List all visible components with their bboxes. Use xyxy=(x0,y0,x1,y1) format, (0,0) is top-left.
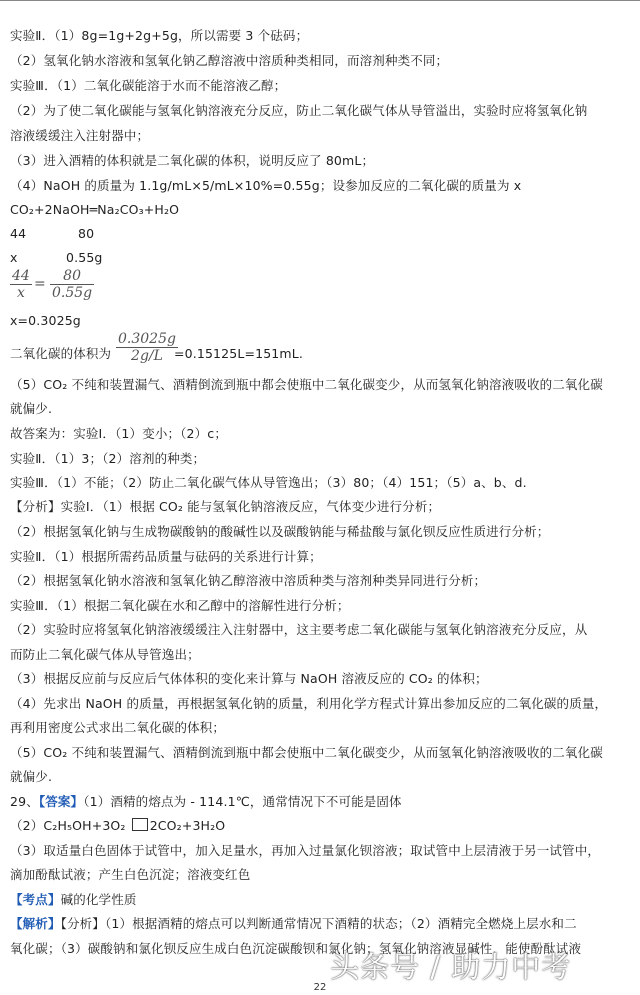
text-line: 二氧化碳的体积为 xyxy=(10,346,112,361)
text-span: 碱的化学性质 xyxy=(60,892,137,907)
text-line: 滴加酚酞试液；产生白色沉淀；溶液变红色 xyxy=(10,867,251,882)
combustion-equation xyxy=(10,818,225,834)
ratio-label: 0.55g xyxy=(66,250,103,265)
text-line: 实验Ⅱ．（1）8g=1g+2g+5g，所以需要 3 个砝码； xyxy=(10,28,309,43)
text-span: 2CO₂+3H₂O xyxy=(149,818,226,833)
text-line: 就偏少. xyxy=(10,401,53,416)
text-line: =0.15125L=151mL. xyxy=(174,346,303,361)
chemical-equation: CO₂+2NaOH═Na₂CO₃+H₂O xyxy=(10,202,180,217)
knowledge-point-tag: 【考点】 xyxy=(10,892,61,907)
text-span: （2）C₂H₅OH+3O₂ xyxy=(10,818,130,833)
text-line: （5）CO₂ 不纯和装置漏气、酒精倒流到瓶中都会使瓶中二氧化碳变少，从而氢氧化钠溶液吸收的二氧化碳 xyxy=(10,377,603,392)
text-line: 氧化碳；（3）碳酸钠和氯化钡反应生成白色沉淀碳酸钡和氯化钠；氢氧化钠溶液显碱性，能使酚酞试液 xyxy=(10,941,582,956)
text-line: 实验Ⅲ．（1）不能；（2）防止二氧化碳气体从导管逸出；（3）80；（4）151；（5）a、b、d. xyxy=(10,475,527,490)
fraction xyxy=(50,268,94,301)
answer-line xyxy=(10,794,402,810)
text-line: 实验Ⅲ．（1）二氧化碳能溶于水而不能溶液乙醇； xyxy=(10,78,287,93)
analysis-line xyxy=(10,499,440,515)
header-rule xyxy=(0,0,640,1)
ratio-label: 80 xyxy=(78,226,95,241)
text-line: （2）为了使二氧化碳能与氢氧化钠溶液充分反应，防止二氧化碳气体从导管溢出，实验时应将氢氧化钠 xyxy=(10,103,588,118)
page-number: 22 xyxy=(313,982,327,993)
knowledge-point-line xyxy=(10,892,137,908)
fraction-numerator: 80 xyxy=(63,268,81,284)
fraction xyxy=(10,268,32,301)
analysis-tag: 【分析】 xyxy=(10,499,61,514)
text-line: 故答案为：实验Ⅰ．（1）变小；（2）c； xyxy=(10,426,227,441)
text-line: 溶液缓缓注入注射器中； xyxy=(10,128,150,143)
question-number: 29、 xyxy=(10,794,39,809)
text-line: （5）CO₂ 不纯和装置漏气、酒精倒流到瓶中都会使瓶中二氧化碳变少，从而氢氧化钠溶液吸收的二氧化碳 xyxy=(10,745,603,760)
ratio-label: x xyxy=(10,250,18,265)
text-line: （2）实验时应将氢氧化钠溶液缓缓注入注射器中，这主要考虑二氧化碳能与氢氧化钠溶液充分反应，从 xyxy=(10,622,588,637)
fraction-numerator: 0.3025g xyxy=(118,331,176,347)
equals-sign: = xyxy=(34,276,46,292)
text-span: 实验Ⅰ．（1）根据 CO₂ 能与氢氧化钠溶液反应，气体变少进行分析； xyxy=(60,499,441,514)
fraction-denominator: x xyxy=(16,285,25,301)
text-line: x=0.3025g xyxy=(10,313,81,328)
text-span: （1）酒精的熔点为 - 114.1℃，通常情况下不可能是固体 xyxy=(83,794,402,809)
text-line: （2）氢氧化钠水溶液和氢氧化钠乙醇溶液中溶质种类相同，而溶剂种类不同； xyxy=(10,53,449,68)
text-line: 实验Ⅱ．（1）3；（2）溶剂的种类； xyxy=(10,451,206,466)
text-line: 而防止二氧化碳气体从导管逸出； xyxy=(10,647,200,662)
text-line: （2）根据氢氧化钠与生成物碳酸钠的酸碱性以及碳酸钠能与稀盐酸与氯化钡反应性质进行分析； xyxy=(10,524,550,539)
text-line: （3）进入酒精的体积就是二氧化碳的体积，说明反应了 80mL； xyxy=(10,153,375,168)
text-line: （2）根据氢氧化钠水溶液和氢氧化钠乙醇溶液中溶质种类与溶剂种类异同进行分析； xyxy=(10,573,487,588)
text-line: 实验Ⅲ．（1）根据二氧化碳在水和乙醇中的溶解性进行分析； xyxy=(10,598,350,613)
explanation-tag: 【解析】 xyxy=(10,916,61,931)
text-line: 再利用密度公式求出二氧化碳的体积； xyxy=(10,720,226,735)
text-span: 【分析】（1）根据酒精的熔点可以判断通常情况下酒精的状态；（2）酒精完全燃烧上层水和二 xyxy=(60,916,577,931)
fraction xyxy=(116,331,178,364)
text-line: 就偏少. xyxy=(10,769,53,784)
answer-tag: 【答案】 xyxy=(38,794,84,809)
watermark: 头条号 / 助力中考 xyxy=(330,950,572,984)
text-line: （4）先求出 NaOH 的质量，再根据氢氧化钠的质量，利用化学方程式计算出参加反应的二氧化碳的质量， xyxy=(10,696,608,711)
text-line: （3）取适量白色固体于试管中，加入足量水，再加入过量氯化钡溶液；取试管中上层清液于另一试管中， xyxy=(10,843,601,858)
ignition-condition-icon xyxy=(132,818,148,831)
text-line: （4）NaOH 的质量为 1.1g/mL×5/mL×10%=0.55g；设参加反应的二氧化碳的质量为 x xyxy=(10,178,522,193)
text-line: （3）根据反应前与反应后气体体积的变化来计算与 NaOH 溶液反应的 CO₂ 的体积； xyxy=(10,671,488,686)
explanation-line xyxy=(10,916,577,932)
text-line: 实验Ⅱ．（1）根据所需药品质量与砝码的关系进行计算； xyxy=(10,549,322,564)
fraction-denominator: 2g/L xyxy=(131,348,163,364)
ratio-label: 44 xyxy=(10,226,27,241)
fraction-denominator: 0.55g xyxy=(52,285,93,301)
fraction-numerator: 44 xyxy=(12,268,30,284)
